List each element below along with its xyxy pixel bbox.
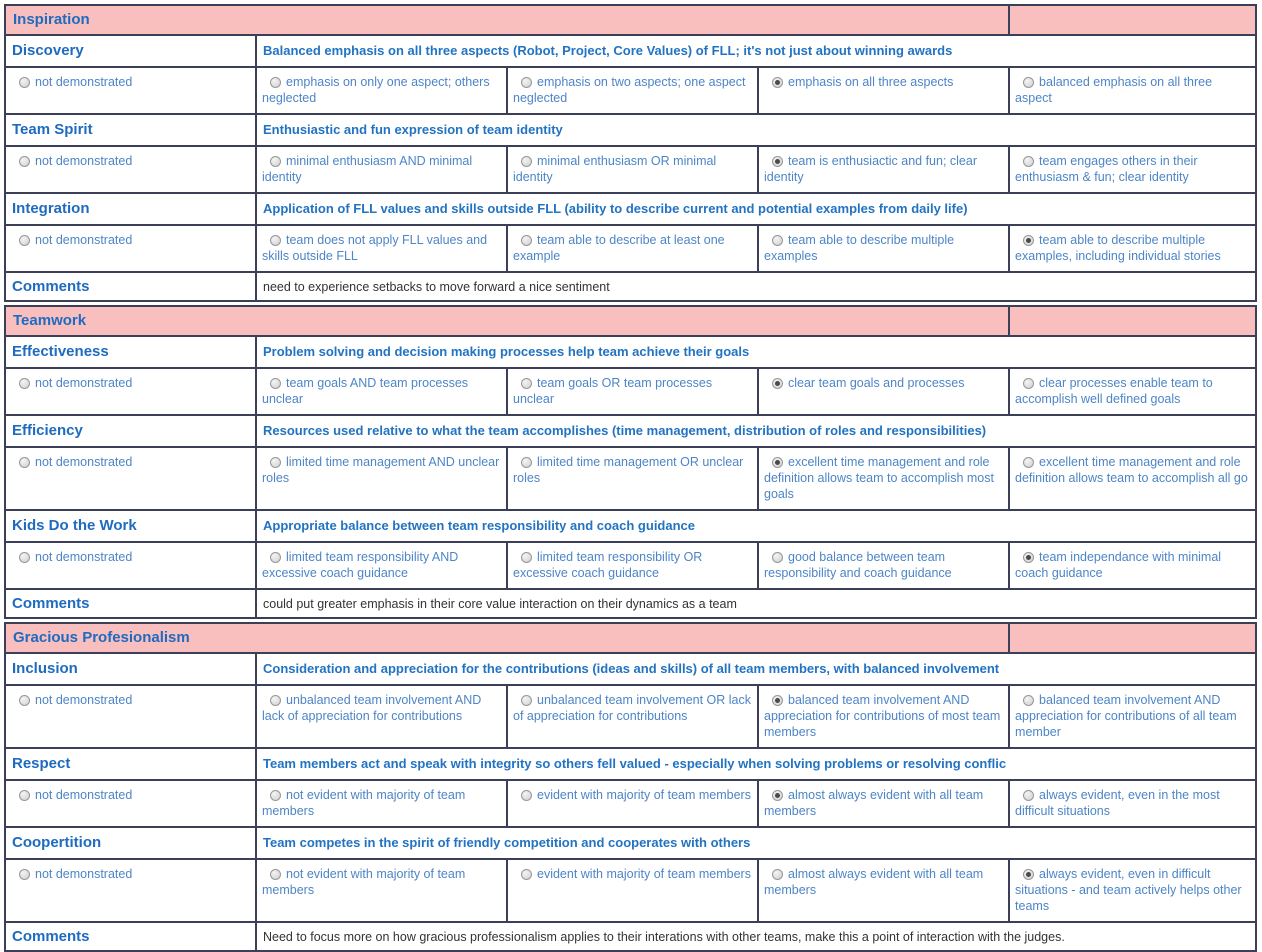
- comments-value-cell[interactable]: [256, 272, 1256, 301]
- option-cell[interactable]: [256, 685, 507, 748]
- option-label: not demonstrated: [35, 550, 133, 564]
- criterion-description-cell: [256, 510, 1256, 542]
- radio-button-icon[interactable]: [270, 790, 281, 801]
- option-cell[interactable]: [256, 780, 507, 827]
- criterion-description-cell: [256, 415, 1256, 447]
- option-label: not demonstrated: [35, 867, 133, 881]
- criterion-title-row: [5, 193, 1256, 225]
- option-cell[interactable]: [1009, 447, 1256, 510]
- section-header-side-cell: [1009, 623, 1256, 653]
- radio-button-icon[interactable]: [19, 156, 30, 167]
- comments-text: need to experience setbacks to move forward a nice sentiment: [263, 279, 610, 294]
- option-cell[interactable]: [758, 368, 1009, 415]
- option-cell[interactable]: [507, 67, 758, 114]
- radio-button-icon[interactable]: [521, 156, 532, 167]
- options-row: [5, 146, 1256, 193]
- options-row: [5, 67, 1256, 114]
- radio-button-icon[interactable]: [19, 77, 30, 88]
- option-cell[interactable]: [256, 859, 507, 922]
- rubric-section-inspiration: [4, 4, 1257, 302]
- option-label: not demonstrated: [35, 788, 133, 802]
- section-header-row: [5, 5, 1256, 35]
- option-cell[interactable]: [256, 67, 507, 114]
- radio-button-icon[interactable]: [521, 235, 532, 246]
- option-label: team able to describe multiple examples: [764, 233, 955, 263]
- radio-button-icon[interactable]: [772, 457, 783, 468]
- radio-button-icon[interactable]: [772, 790, 783, 801]
- option-cell[interactable]: [758, 67, 1009, 114]
- radio-button-icon[interactable]: [1023, 552, 1034, 563]
- criterion-description: Team competes in the spirit of friendly competition and cooperates with others: [263, 835, 751, 850]
- criterion-description: Application of FLL values and skills outside FLL (ability to describe current and potential examples from daily life): [263, 201, 968, 216]
- criterion-name-cell: [5, 415, 256, 447]
- option-cell[interactable]: [1009, 225, 1256, 272]
- option-cell[interactable]: [256, 542, 507, 589]
- option-label: always evident, even in the most difficult situations: [1015, 788, 1220, 818]
- option-cell[interactable]: [1009, 685, 1256, 748]
- radio-button-icon[interactable]: [270, 156, 281, 167]
- option-label: clear processes enable team to accomplish well defined goals: [1015, 376, 1213, 406]
- rubric-section-teamwork: [4, 305, 1257, 619]
- criterion-name: Team Spirit: [12, 121, 93, 138]
- criterion-name-cell: [5, 653, 256, 685]
- option-cell[interactable]: [1009, 67, 1256, 114]
- option-label: excellent time management and role definition allows team to accomplish most goals: [764, 455, 994, 501]
- option-cell[interactable]: [1009, 542, 1256, 589]
- radio-button-icon[interactable]: [19, 869, 30, 880]
- criterion-name-cell: [5, 827, 256, 859]
- radio-button-icon[interactable]: [1023, 378, 1034, 389]
- option-label: not demonstrated: [35, 376, 133, 390]
- option-cell[interactable]: [1009, 859, 1256, 922]
- comments-text: Need to focus more on how gracious professionalism applies to their interations with other teams, make this a point of interaction with the judges.: [263, 929, 1065, 944]
- section-title: Inspiration: [13, 11, 90, 28]
- radio-button-icon[interactable]: [521, 869, 532, 880]
- criterion-name: Effectiveness: [12, 343, 109, 360]
- option-cell[interactable]: [507, 685, 758, 748]
- options-row: [5, 859, 1256, 922]
- criterion-title-row: [5, 510, 1256, 542]
- section-header-side-cell: [1009, 5, 1256, 35]
- option-cell[interactable]: [5, 859, 256, 922]
- criterion-title-row: [5, 827, 1256, 859]
- option-cell[interactable]: [507, 780, 758, 827]
- radio-button-icon[interactable]: [1023, 695, 1034, 706]
- criterion-title-row: [5, 653, 1256, 685]
- radio-button-icon[interactable]: [521, 77, 532, 88]
- radio-button-icon[interactable]: [270, 457, 281, 468]
- option-cell[interactable]: [758, 146, 1009, 193]
- comments-label: Comments: [12, 277, 90, 295]
- criterion-name-cell: [5, 510, 256, 542]
- criterion-name-cell: [5, 193, 256, 225]
- criterion-name: Discovery: [12, 42, 84, 59]
- option-label: balanced team involvement AND appreciation for contributions of all team member: [1015, 693, 1237, 739]
- option-label: team does not apply FLL values and skills outside FLL: [262, 233, 488, 263]
- options-row: [5, 780, 1256, 827]
- option-label: not demonstrated: [35, 693, 133, 707]
- option-label: emphasis on two aspects; one aspect neglected: [513, 75, 746, 105]
- radio-button-icon[interactable]: [521, 378, 532, 389]
- option-label: not demonstrated: [35, 455, 133, 469]
- option-label: good balance between team responsibility and coach guidance: [764, 550, 952, 580]
- option-label: always evident, even in difficult situations - and team actively helps other teams: [1015, 867, 1242, 913]
- option-label: emphasis on only one aspect; others neglected: [262, 75, 490, 105]
- comments-label-cell: [5, 922, 256, 951]
- option-cell[interactable]: [5, 447, 256, 510]
- option-cell[interactable]: [5, 780, 256, 827]
- option-cell[interactable]: [5, 542, 256, 589]
- criterion-title-row: [5, 336, 1256, 368]
- comments-row: [5, 922, 1256, 951]
- criterion-name-cell: [5, 748, 256, 780]
- radio-button-icon[interactable]: [19, 378, 30, 389]
- criterion-description: Consideration and appreciation for the contributions (ideas and skills) of all team members, with balanced involvement: [263, 661, 1000, 676]
- criterion-name-cell: [5, 114, 256, 146]
- option-cell[interactable]: [758, 225, 1009, 272]
- criterion-description: Enthusiastic and fun expression of team identity: [263, 122, 563, 137]
- criterion-name: Kids Do the Work: [12, 517, 137, 534]
- option-label: team goals OR team processes unclear: [513, 376, 713, 406]
- option-label: team engages others in their enthusiasm & fun; clear identity: [1015, 154, 1198, 184]
- radio-button-icon[interactable]: [1023, 77, 1034, 88]
- option-label: team able to describe multiple examples, including individual stories: [1015, 233, 1221, 263]
- criterion-description-cell: [256, 827, 1256, 859]
- rubric-section-gracious-profesionalism: [4, 622, 1257, 952]
- option-cell[interactable]: [256, 146, 507, 193]
- criterion-name: Efficiency: [12, 422, 83, 439]
- criterion-description: Appropriate balance between team responsibility and coach guidance: [263, 518, 695, 533]
- comments-label: Comments: [12, 594, 90, 612]
- radio-button-icon[interactable]: [270, 235, 281, 246]
- radio-button-icon[interactable]: [521, 790, 532, 801]
- section-header-side-cell: [1009, 306, 1256, 336]
- option-cell[interactable]: [758, 542, 1009, 589]
- option-cell[interactable]: [1009, 780, 1256, 827]
- option-label: not demonstrated: [35, 154, 133, 168]
- criterion-description: Resources used relative to what the team accomplishes (time management, distribution of roles and responsibilities): [263, 423, 987, 438]
- option-cell[interactable]: [256, 225, 507, 272]
- radio-button-icon[interactable]: [772, 77, 783, 88]
- option-label: team able to describe at least one example: [513, 233, 725, 263]
- section-title-cell: [5, 623, 1009, 653]
- option-cell[interactable]: [507, 859, 758, 922]
- criterion-description: Team members act and speak with integrity so others fell valued - especially when solving problems or resolving conflic: [263, 756, 1007, 771]
- option-label: not demonstrated: [35, 233, 133, 247]
- radio-button-icon[interactable]: [521, 695, 532, 706]
- criterion-title-row: [5, 114, 1256, 146]
- options-row: [5, 368, 1256, 415]
- criterion-name: Integration: [12, 200, 90, 217]
- option-label: team independance with minimal coach guidance: [1015, 550, 1222, 580]
- criterion-description-cell: [256, 748, 1256, 780]
- options-row: [5, 542, 1256, 589]
- criterion-description: Balanced emphasis on all three aspects (Robot, Project, Core Values) of FLL; it's not just about winning awards: [263, 43, 953, 58]
- option-cell[interactable]: [256, 368, 507, 415]
- option-cell[interactable]: [5, 685, 256, 748]
- option-label: minimal enthusiasm AND minimal identity: [262, 154, 473, 184]
- comments-label-cell: [5, 589, 256, 618]
- criterion-description-cell: [256, 114, 1256, 146]
- radio-button-icon[interactable]: [772, 695, 783, 706]
- radio-button-icon[interactable]: [1023, 790, 1034, 801]
- comments-text: could put greater emphasis in their core value interaction on their dynamics as a team: [263, 596, 737, 611]
- option-cell[interactable]: [1009, 368, 1256, 415]
- option-label: evident with majority of team members: [537, 788, 751, 802]
- radio-button-icon[interactable]: [1023, 156, 1034, 167]
- option-label: emphasis on all three aspects: [788, 75, 954, 89]
- comments-value-cell[interactable]: [256, 589, 1256, 618]
- option-label: limited time management OR unclear roles: [513, 455, 744, 485]
- option-cell[interactable]: [507, 447, 758, 510]
- option-label: almost always evident with all team members: [764, 788, 984, 818]
- radio-button-icon[interactable]: [270, 695, 281, 706]
- option-cell[interactable]: [507, 225, 758, 272]
- criterion-name-cell: [5, 336, 256, 368]
- radio-button-icon[interactable]: [772, 156, 783, 167]
- radio-button-icon[interactable]: [521, 552, 532, 563]
- criterion-description-cell: [256, 336, 1256, 368]
- option-label: team goals AND team processes unclear: [262, 376, 469, 406]
- option-cell[interactable]: [5, 225, 256, 272]
- option-label: not evident with majority of team members: [262, 788, 466, 818]
- option-cell[interactable]: [5, 146, 256, 193]
- option-cell[interactable]: [507, 542, 758, 589]
- option-label: limited time management AND unclear roles: [262, 455, 500, 485]
- option-label: almost always evident with all team members: [764, 867, 984, 897]
- criterion-title-row: [5, 415, 1256, 447]
- section-title: Gracious Profesionalism: [13, 629, 190, 646]
- option-cell[interactable]: [507, 368, 758, 415]
- options-row: [5, 447, 1256, 510]
- radio-button-icon[interactable]: [270, 869, 281, 880]
- option-cell[interactable]: [5, 67, 256, 114]
- option-cell[interactable]: [758, 780, 1009, 827]
- radio-button-icon[interactable]: [1023, 869, 1034, 880]
- radio-button-icon[interactable]: [270, 552, 281, 563]
- radio-button-icon[interactable]: [772, 378, 783, 389]
- option-label: balanced emphasis on all three aspect: [1015, 75, 1213, 105]
- option-cell[interactable]: [507, 146, 758, 193]
- radio-button-icon[interactable]: [1023, 457, 1034, 468]
- option-cell[interactable]: [5, 368, 256, 415]
- criterion-name: Respect: [12, 755, 71, 772]
- option-label: clear team goals and processes: [788, 376, 965, 390]
- radio-button-icon[interactable]: [19, 790, 30, 801]
- option-label: balanced team involvement AND appreciation for contributions of most team members: [764, 693, 1001, 739]
- criterion-title-row: [5, 748, 1256, 780]
- radio-button-icon[interactable]: [270, 378, 281, 389]
- comments-row: [5, 589, 1256, 618]
- option-label: excellent time management and role definition allows team to accomplish all go: [1015, 455, 1248, 485]
- criterion-name: Inclusion: [12, 660, 78, 677]
- comments-value-cell[interactable]: [256, 922, 1256, 951]
- option-label: unbalanced team involvement AND lack of appreciation for contributions: [262, 693, 482, 723]
- comments-label-cell: [5, 272, 256, 301]
- option-label: minimal enthusiasm OR minimal identity: [513, 154, 717, 184]
- section-title: Teamwork: [13, 312, 87, 329]
- radio-button-icon[interactable]: [19, 552, 30, 563]
- options-row: [5, 685, 1256, 748]
- criterion-title-row: [5, 35, 1256, 67]
- comments-row: [5, 272, 1256, 301]
- radio-button-icon[interactable]: [270, 77, 281, 88]
- comments-label: Comments: [12, 927, 90, 945]
- option-label: team is enthusiactic and fun; clear identity: [764, 154, 977, 184]
- radio-button-icon[interactable]: [772, 552, 783, 563]
- section-header-row: [5, 306, 1256, 336]
- section-header-row: [5, 623, 1256, 653]
- section-title-cell: [5, 306, 1009, 336]
- criterion-description-cell: [256, 653, 1256, 685]
- criterion-description-cell: [256, 193, 1256, 225]
- criterion-description-cell: [256, 35, 1256, 67]
- option-label: limited team responsibility AND excessive coach guidance: [262, 550, 459, 580]
- option-label: limited team responsibility OR excessive coach guidance: [513, 550, 703, 580]
- radio-button-icon[interactable]: [19, 695, 30, 706]
- option-cell[interactable]: [758, 447, 1009, 510]
- radio-button-icon[interactable]: [772, 869, 783, 880]
- option-label: unbalanced team involvement OR lack of appreciation for contributions: [513, 693, 752, 723]
- option-cell[interactable]: [758, 685, 1009, 748]
- criterion-description: Problem solving and decision making processes help team achieve their goals: [263, 344, 750, 359]
- option-label: evident with majority of team members: [537, 867, 751, 881]
- option-cell[interactable]: [256, 447, 507, 510]
- options-row: [5, 225, 1256, 272]
- radio-button-icon[interactable]: [19, 457, 30, 468]
- radio-button-icon[interactable]: [772, 235, 783, 246]
- option-cell[interactable]: [1009, 146, 1256, 193]
- option-cell[interactable]: [758, 859, 1009, 922]
- radio-button-icon[interactable]: [19, 235, 30, 246]
- option-label: not demonstrated: [35, 75, 133, 89]
- section-title-cell: [5, 5, 1009, 35]
- radio-button-icon[interactable]: [521, 457, 532, 468]
- radio-button-icon[interactable]: [1023, 235, 1034, 246]
- option-label: not evident with majority of team members: [262, 867, 466, 897]
- criterion-name-cell: [5, 35, 256, 67]
- criterion-name: Coopertition: [12, 834, 102, 851]
